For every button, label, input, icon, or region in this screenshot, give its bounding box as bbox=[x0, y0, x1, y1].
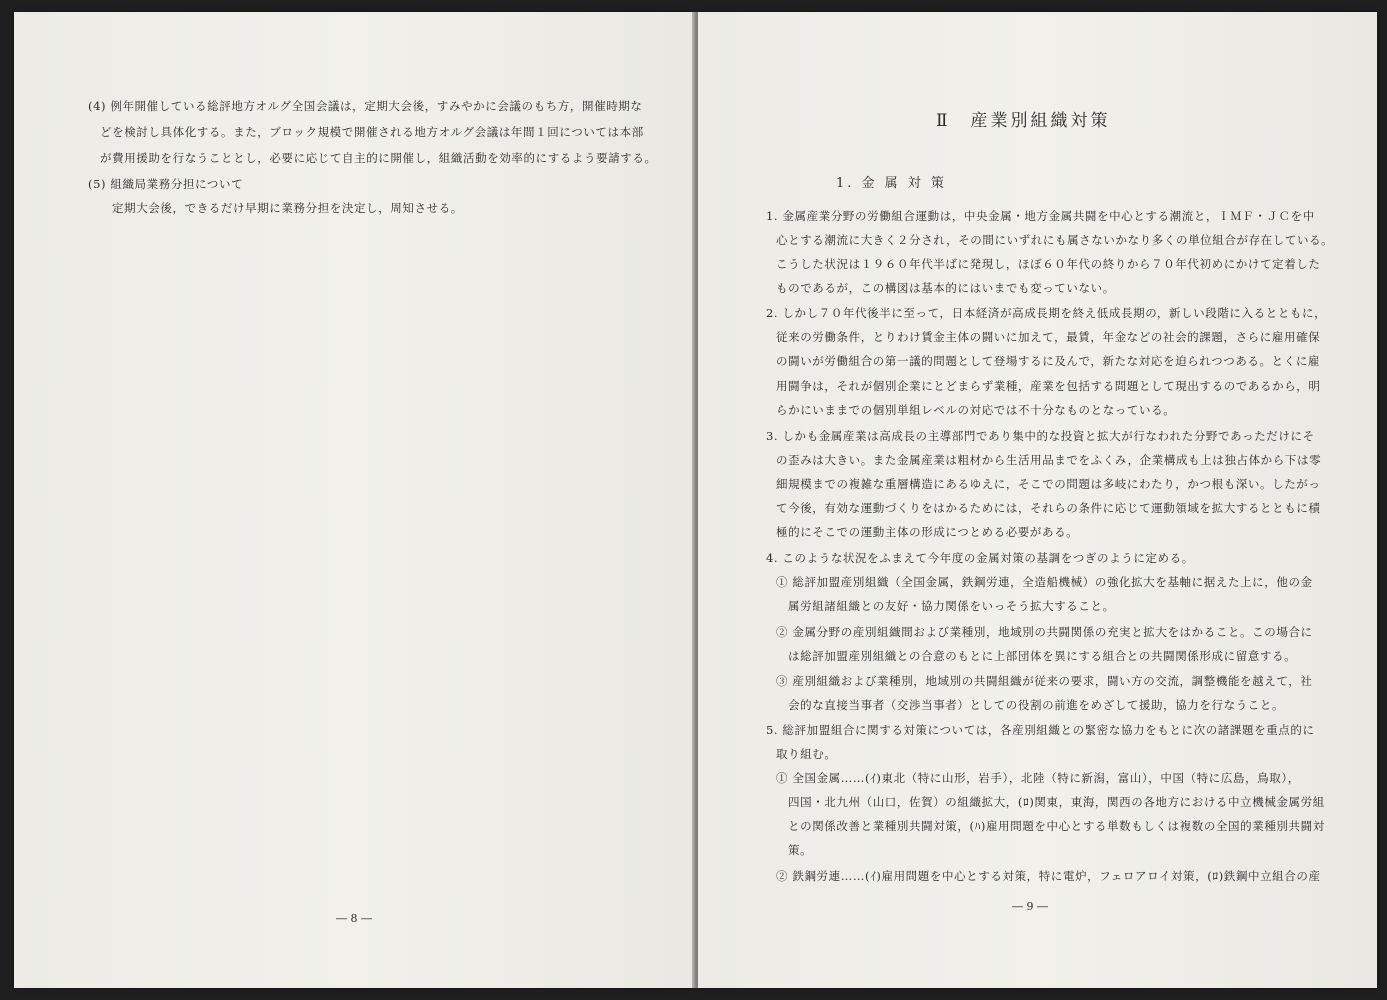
right-line-9: らかにいままでの個別単組レベルの対応では不十分なものとなっている。 bbox=[776, 403, 1176, 417]
left-line-5: 定期大会後，できるだけ早期に業務分担を決定し，周知させる。 bbox=[112, 201, 463, 215]
right-line-2: 心とする潮流に大きく２分され，その間にいずれにも属さないかなり多くの単位組合が存在している。 bbox=[776, 233, 1334, 247]
right-line-11: の歪みは大きい。また金属産業は粗材から生活用品までをふくみ，企業構成も上は独占体から下は零 bbox=[776, 453, 1322, 467]
right-line-23: 取り組む。 bbox=[776, 747, 837, 761]
right-line-26: との関係改善と業種別共闘対策，(ﾊ)雇用問題を中心とする単数もしくは複数の全国的業種別共闘対 bbox=[788, 819, 1325, 833]
left-line-4: (5) 組織局業務分担について bbox=[88, 177, 244, 191]
right-line-14: 極的にそこでの運動主体の形成につとめる必要がある。 bbox=[776, 525, 1079, 539]
right-page-number: ― 9 ― bbox=[1012, 900, 1048, 913]
right-line-18: ② 金属分野の産別組織間および業種別，地域別の共闘関係の充実と拡大をはかること。この場合に bbox=[776, 625, 1313, 639]
right-line-8: 用闘争は，それが個別企業にとどまらず業種，産業を包括する問題として現出するのであるから，明 bbox=[776, 379, 1321, 393]
right-line-16: ① 総評加盟産別組織（全国金属，鉄鋼労連，全造船機械）の強化拡大を基軸に据えた上に，他の金 bbox=[776, 575, 1313, 589]
right-line-27: 策。 bbox=[788, 843, 813, 857]
right-line-1: 1. 金属産業分野の労働組合運動は，中央金属・地方金属共闘を中心とする潮流と，ＩＭＦ・ＪＣを中 bbox=[766, 209, 1315, 223]
right-line-5: 2. しかし７０年代後半に至って，日本経済が高成長期を終え低成長期の，新しい段階に入るとともに， bbox=[766, 306, 1327, 320]
right-line-19: は総評加盟産別組織との合意のもとに上部団体を異にする組合との共闘関係形成に留意する。 bbox=[788, 649, 1297, 663]
right-line-13: て今後，有効な運動づくりをはかるためには，それらの条件に応じて運動領域を拡大するとともに積 bbox=[776, 501, 1321, 515]
left-line-3: が費用援助を行なうこととし，必要に応じて自主的に開催し，組織活動を効率的にするよう要請する。 bbox=[100, 151, 657, 165]
right-line-25: 四国・北九州（山口，佐賀）の組織拡大，(ﾛ)関東，東海，関西の各地方における中立機械金属労組 bbox=[788, 795, 1325, 809]
right-line-4: ものであるが，この構図は基本的にはいまでも変っていない。 bbox=[776, 281, 1115, 295]
left-page bbox=[14, 12, 694, 988]
left-page-number: ― 8 ― bbox=[336, 912, 372, 925]
right-line-12: 細規模までの複雑な重層構造にあるゆえに，そこでの問題は多岐にわたり，かつ根も深い。したがっ bbox=[776, 477, 1321, 491]
right-line-3: こうした状況は１９６０年代半ばに発現し，ほぼ６０年代の終りから７０年代初めにかけて定着した bbox=[776, 257, 1321, 271]
left-line-1: (4) 例年開催している総評地方オルグ全国会議は，定期大会後，すみやかに会議のもち方，開催時期な bbox=[88, 99, 643, 113]
right-line-7: の闘いが労働組合の第一議的問題として登場するに及んで，新たな対応を迫られつつある。とくに雇 bbox=[776, 354, 1321, 368]
subsection-heading: 1. 金 属 対 策 bbox=[836, 176, 947, 191]
right-page bbox=[698, 12, 1377, 988]
right-line-20: ③ 産別組織および業種別，地域別の共闘組織が従来の要求，闘い方の交流，調整機能を越えて，社 bbox=[776, 674, 1313, 688]
right-line-24: ① 全国金属……(ｲ)東北（特に山形，岩手），北陸（特に新潟，富山），中国（特に広島，鳥取）， bbox=[776, 771, 1300, 785]
left-line-2: どを検討し具体化する。また，ブロック規模で開催される地方オルグ会議は年間１回については本部 bbox=[100, 125, 644, 139]
right-line-10: 3. しかも金属産業は高成長の主導部門であり集中的な投資と拡大が行なわれた分野であっただけにそ bbox=[766, 429, 1315, 443]
right-line-21: 会的な直接当事者（交渉当事者）としての役割の前進をめざして援助，協力を行なうこと。 bbox=[788, 698, 1285, 712]
right-line-22: 5. 総評加盟組合に関する対策については，各産別組織との緊密な協力をもとに次の諸課題を重点的に bbox=[766, 723, 1315, 737]
section-heading: Ⅱ 産業別組織対策 bbox=[936, 111, 1111, 131]
right-line-15: 4. このような状況をふまえて今年度の金属対策の基調をつぎのように定める。 bbox=[766, 551, 1194, 565]
right-line-17: 属労組諸組織との友好・協力関係をいっそう拡大すること。 bbox=[788, 599, 1115, 613]
right-line-28: ② 鉄鋼労連……(ｲ)雇用問題を中心とする対策，特に電炉，フェロアロイ対策，(ﾛ)鉄鋼中立組合の産 bbox=[776, 869, 1321, 883]
right-line-6: 従来の労働条件，とりわけ賃金主体の闘いに加えて，最賃，年金などの社会的課題，さらに雇用確保 bbox=[776, 330, 1321, 344]
